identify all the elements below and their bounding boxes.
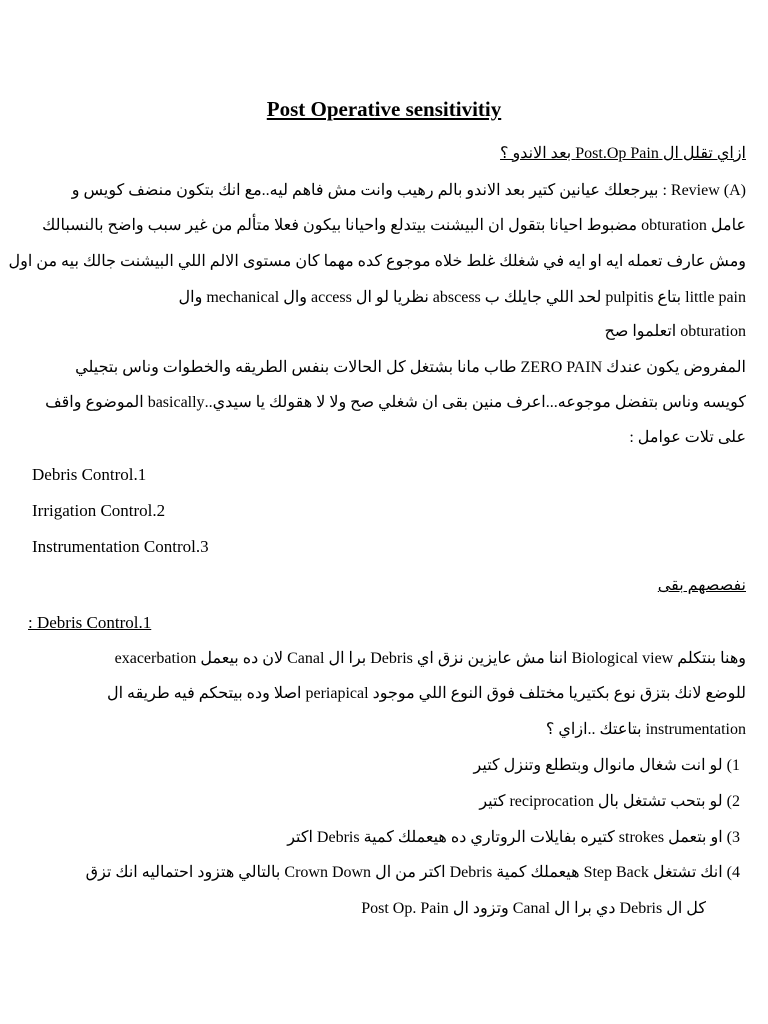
intro-line: كويسه وناس بتفضل موجوعه...اعرف منين بقى ان شغلي صح ولا لا هقولك يا سيدي..basically الموضوع واقف — [45, 394, 746, 411]
cause-item: 1) لو انت شغال مانوال وبتطلع وتنزل كتير — [473, 757, 740, 774]
debris-heading: : Debris Control.1 — [28, 613, 152, 632]
intro-line: على تلات عوامل : — [629, 429, 746, 446]
cause-item-continuation: كل ال Debris دي برا ال Canal وتزود ال Post Op. Pain — [361, 900, 706, 917]
cause-item: 4) انك تشتغل Step Back هيعملك كمية Debris اكتر من ال Crown Down بالتالي هتزود احتماليه انك تزق — [85, 864, 740, 881]
intro-line: Review (A) : بيرجعلك عيانين كتير بعد الاندو بالم رهيب وانت مش فاهم ليه..مع انك بتكون منضف كويس و — [71, 182, 746, 199]
cause-item: 2) لو بتحب تشتغل بال reciprocation كتير — [479, 793, 740, 810]
factor-item: Instrumentation Control.3 — [32, 537, 209, 556]
factor-item: Debris Control.1 — [32, 465, 147, 484]
intro-line: المفروض يكون عندك ZERO PAIN طاب مانا بشتغل كل الحالات بنفس الطريقه والخطوات وناس بتجيلي — [75, 359, 746, 376]
subheading: ازاي تقلل ال Post.Op Pain بعد الاندو ؟ — [500, 145, 746, 162]
intro-line: little pain بتاع pulpitis لحد اللي جايلك ب abscess نظريا لو ال access وال mechanical وال — [178, 289, 746, 306]
debris-line: للوضع لانك بتزق نوع بكتيريا مختلف فوق النوع اللي موجود periapical اصلا وده بيتحكم فيه طريقه ال — [106, 685, 746, 702]
cause-item: 3) او بتعمل strokes كتيره بفايلات الروتاري ده هيعملك كمية Debris اكتر — [287, 829, 740, 846]
debris-line: وهنا بنتكلم Biological view اننا مش عايزين نزق اي Debris برا ال Canal لان ده بيعمل exacerbation — [114, 650, 746, 667]
section-heading: نفصصهم بقى — [657, 577, 746, 594]
intro-line: عامل obturation مضبوط احيانا بتقول ان البيشنت بيتدلع واحيانا بيكون فعلا متألم من غير سبب واضح بالنسبالك — [42, 217, 746, 234]
intro-line: obturation اتعلموا صح — [604, 323, 746, 340]
page-title: Post Operative sensitivitiy — [266, 97, 502, 121]
debris-line: instrumentation بتاعتك ..ازاي ؟ — [545, 721, 746, 738]
factor-item: Irrigation Control.2 — [32, 501, 166, 520]
intro-line: ومش عارف تعمله ايه او ايه في شغلك غلط خلاه موجوع كده مهما كان مستوى الالم اللي البيشنت جالك بيه من اول — [8, 253, 746, 270]
